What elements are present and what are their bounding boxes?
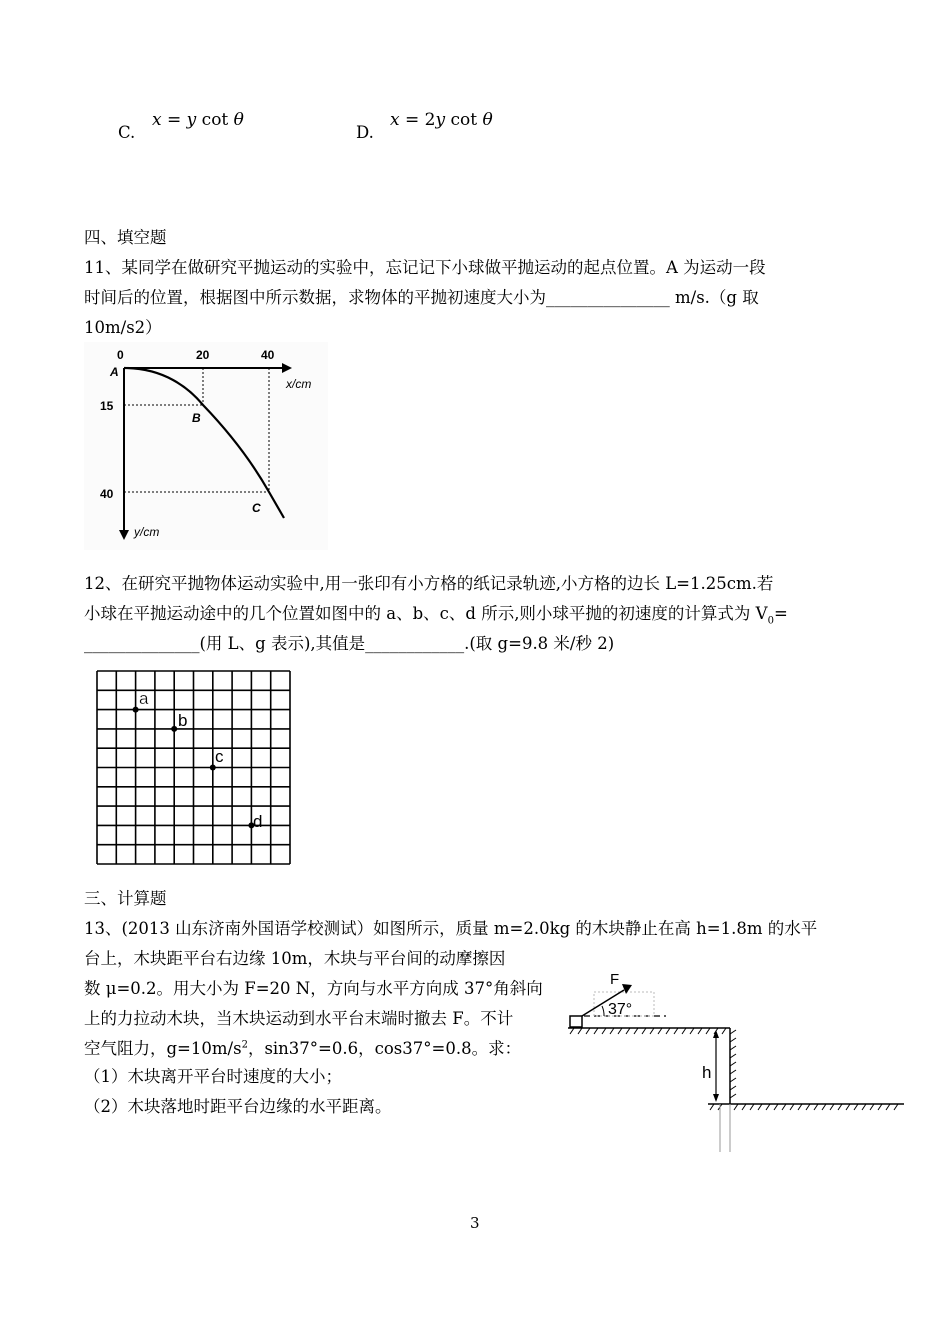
- height-arrow-top: [713, 1030, 719, 1038]
- formula-theta: θ: [482, 110, 493, 130]
- angle-label: 37°: [608, 1001, 633, 1018]
- x-axis-label: x/cm: [286, 377, 312, 391]
- y-tick-40: 40: [100, 487, 114, 501]
- formula-y: y: [186, 110, 197, 130]
- section-heading-fill: 四、填空题: [84, 228, 167, 247]
- q11-line-3: 10m/s2）: [84, 318, 162, 337]
- page-number: 3: [470, 1214, 480, 1232]
- graph-background: [84, 342, 328, 550]
- option-c-label: C.: [118, 123, 136, 142]
- q12-grid-diagram: [90, 664, 300, 869]
- force-label: F: [610, 971, 620, 988]
- point-label-c: C: [252, 501, 261, 515]
- height-arrow-bottom: [713, 1094, 719, 1102]
- q11-trajectory-graph: [84, 342, 328, 550]
- q13-line-5-a: 空气阻力，g=10m/s: [84, 1039, 242, 1058]
- formula-x: x: [390, 110, 400, 130]
- grid-label-d: d: [253, 812, 263, 831]
- q13-platform-diagram: [564, 968, 908, 1154]
- option-d-label: D.: [356, 123, 374, 142]
- q12-line-2-subscript: 0: [767, 615, 774, 627]
- angle-arc: [602, 1006, 604, 1016]
- point-label-b: B: [192, 411, 201, 425]
- x-tick-20: 20: [196, 348, 210, 362]
- y-axis-label: y/cm: [134, 525, 160, 539]
- q13-part-2: （2）木块落地时距平台边缘的水平距离。: [84, 1097, 392, 1116]
- q13-line-5-b: ，sin37°=0.6，cos37°=0.8。求：: [247, 1039, 522, 1058]
- section-heading-calc: 三、计算题: [84, 889, 167, 908]
- wooden-block: [570, 1016, 582, 1027]
- platform-hatching: [570, 1028, 726, 1034]
- y-tick-15: 15: [100, 399, 114, 413]
- option-d-formula: [390, 110, 493, 130]
- grid-label-b: b: [178, 711, 188, 730]
- grid-lines: [97, 671, 290, 864]
- point-label-a: A: [110, 365, 119, 379]
- q13-line-2: 台上，木块距平台右边缘 10m，木块与平台间的动摩擦因: [84, 949, 506, 968]
- formula-theta: θ: [233, 110, 244, 130]
- q12-line-2-text: 小球在平抛运动途中的几个位置如图中的 a、b、c、d 所示,则小球平抛的初速度的计算式为 V: [84, 604, 768, 623]
- formula-cot: cot: [445, 110, 483, 130]
- q13-line-5: [84, 1034, 521, 1064]
- q13-line-5-sup: 2: [241, 1039, 248, 1051]
- formula-eq: =: [161, 110, 187, 130]
- q13-part-1: （1）木块离开平台时速度的大小；: [84, 1067, 342, 1086]
- q12-line-1: 12、在研究平抛物体运动实验中,用一张印有小方格的纸记录轨迹,小方格的边长 L=1.25cm.若: [84, 574, 774, 593]
- q11-line-2: 时间后的位置，根据图中所示数据，求物体的平抛初速度大小为_______________ m/s.（g 取: [84, 288, 759, 307]
- grid-point-a: [133, 707, 139, 713]
- wall-hatching: [730, 1030, 736, 1098]
- grid-label-c: c: [215, 747, 224, 766]
- grid-point-b: [171, 726, 177, 732]
- formula-cot: cot: [196, 110, 234, 130]
- grid-label-a: a: [139, 689, 149, 708]
- q12-line-3: ______________(用 L、g 表示),其值是____________.(取 g=9.8 米/秒 2): [84, 634, 615, 653]
- q13-line-3: 数 μ=0.2。用大小为 F=20 N，方向与水平方向成 37°角斜向: [84, 979, 543, 998]
- q11-line-1: 11、某同学在做研究平抛运动的实验中，忘记记下小球做平抛运动的起点位置。A 为运动一段: [84, 258, 766, 277]
- option-c-formula: [152, 110, 244, 130]
- x-tick-0: 0: [117, 348, 124, 362]
- q12-line-2: [84, 599, 788, 629]
- ground-hatching: [710, 1104, 898, 1110]
- formula-y: y: [435, 110, 446, 130]
- formula-x: x: [152, 110, 162, 130]
- x-tick-40: 40: [261, 348, 275, 362]
- q12-line-2-end: =: [773, 604, 788, 623]
- formula-eq: = 2: [399, 110, 436, 130]
- q13-line-1: 13、(2013 山东济南外国语学校测试）如图所示，质量 m=2.0kg 的木块静止在高 h=1.8m 的水平: [84, 919, 818, 938]
- q13-line-4: 上的力拉动木块，当木块运动到水平台末端时撤去 F。不计: [84, 1009, 514, 1028]
- height-label: h: [702, 1063, 712, 1082]
